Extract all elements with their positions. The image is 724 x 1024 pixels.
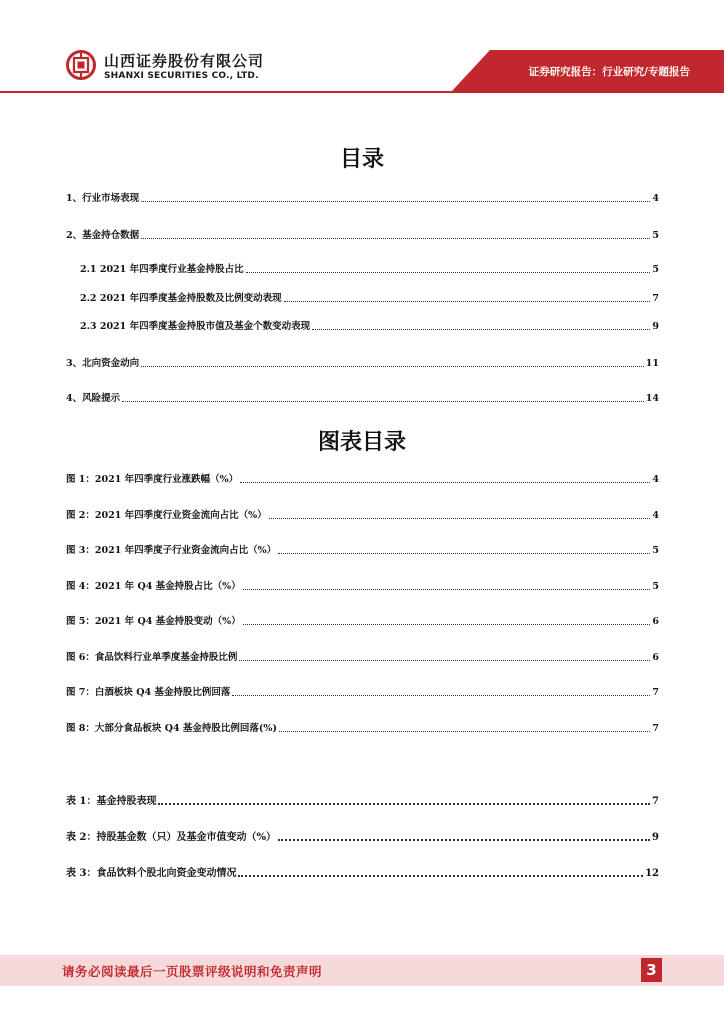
figure-entry[interactable]	[66, 683, 659, 699]
figure-entry-text: 图 1：2021 年四季度行业涨跌幅（%）	[66, 474, 239, 485]
dot-leader	[243, 588, 651, 590]
toc-entry[interactable]	[66, 389, 659, 405]
company-name	[104, 53, 264, 82]
figure-entry-text: 图 6：食品饮料行业单季度基金持股比例	[66, 652, 238, 663]
table-entry[interactable]	[66, 792, 659, 808]
company-name-en: SHANXI SECURITIES CO., LTD.	[104, 71, 259, 81]
figure-entry-text: 图 3：2021 年四季度子行业资金流向占比（%）	[66, 545, 277, 556]
figure-entry-text: 图 8：大部分食品板块 Q4 基金持股比例回落(%)	[66, 723, 277, 734]
table-entry-text: 表 2：持股基金数（只）及基金市值变动（%）	[66, 832, 276, 843]
dot-leader	[279, 730, 650, 732]
dot-leader	[243, 623, 651, 625]
figure-entry-page: 7	[652, 723, 659, 734]
header-divider	[0, 91, 724, 93]
dot-leader	[141, 237, 650, 239]
toc-entry-page: 7	[652, 293, 659, 304]
figure-entry-text: 图 7：白酒板块 Q4 基金持股比例回落	[66, 687, 231, 698]
figure-entry[interactable]	[66, 506, 659, 522]
dot-leader	[122, 400, 644, 402]
figure-entry-text: 图 5：2021 年 Q4 基金持股变动（%）	[66, 616, 241, 627]
table-entry-page: 12	[645, 868, 659, 879]
table-entry[interactable]	[66, 864, 659, 880]
toc-entry-page: 5	[652, 264, 659, 275]
figure-entry-page: 7	[652, 687, 659, 698]
figure-entry-page: 4	[652, 474, 659, 485]
page-header	[0, 0, 724, 100]
dot-leader	[312, 328, 650, 330]
figure-entry[interactable]	[66, 541, 659, 557]
dot-leader	[141, 365, 644, 367]
figure-entry[interactable]	[66, 719, 659, 735]
toc-entry-text: 2.3 2021 年四季度基金持股市值及基金个数变动表现	[80, 321, 311, 332]
report-type: 证券研究报告：行业研究/专题报告	[528, 66, 690, 78]
dot-leader	[238, 874, 643, 877]
figure-entry-page: 4	[652, 510, 659, 521]
toc-entry-text: 1、行业市场表现	[66, 193, 140, 204]
table-entry-text: 表 1：基金持股表现	[66, 796, 157, 807]
disclaimer-notice: 请务必阅读最后一页股票评级说明和免责声明	[62, 964, 323, 979]
figures-title: 图表目录	[317, 430, 406, 455]
toc-subentry[interactable]	[80, 317, 659, 333]
toc-subentry[interactable]	[80, 260, 659, 276]
toc-entry[interactable]	[66, 189, 659, 205]
dot-leader	[246, 271, 651, 273]
company-name-cn: 山西证券股份有限公司	[104, 52, 265, 70]
toc-entry-page: 14	[645, 393, 659, 404]
toc-entry-text: 3、北向资金动向	[66, 358, 140, 369]
toc-subentry[interactable]	[80, 289, 659, 305]
toc-entry-text: 2.2 2021 年四季度基金持股数及比例变动表现	[80, 293, 282, 304]
figure-entry-page: 5	[652, 545, 659, 556]
dot-leader	[239, 659, 650, 661]
figure-entry-page: 5	[652, 581, 659, 592]
toc-entry-page: 4	[652, 193, 659, 204]
figure-entry-page: 6	[652, 616, 659, 627]
toc-entry-page: 9	[652, 321, 659, 332]
dot-leader	[269, 517, 651, 519]
figure-entry-text: 图 2：2021 年四季度行业资金流向占比（%）	[66, 510, 267, 521]
figure-entry-page: 6	[652, 652, 659, 663]
toc-entry-text: 2.1 2021 年四季度行业基金持股占比	[80, 264, 244, 275]
dot-leader	[141, 200, 650, 202]
figure-entry-text: 图 4：2021 年 Q4 基金持股占比（%）	[66, 581, 241, 592]
toc-entry-page: 5	[652, 230, 659, 241]
toc-title: 目录	[339, 147, 384, 172]
dot-leader	[278, 838, 650, 841]
table-entry[interactable]	[66, 828, 659, 844]
figure-entry[interactable]	[66, 577, 659, 593]
table-entry-text: 表 3：食品饮料个股北向资金变动情况	[66, 868, 237, 879]
toc-entry[interactable]	[66, 354, 659, 370]
toc-entry[interactable]	[66, 226, 659, 242]
page-number: 3	[641, 958, 662, 982]
figure-entry[interactable]	[66, 612, 659, 628]
dot-leader	[284, 300, 651, 302]
toc-entry-page: 11	[645, 358, 659, 369]
dot-leader	[158, 802, 650, 805]
dot-leader	[232, 694, 650, 696]
dot-leader	[240, 481, 650, 483]
shanxi-securities-logo-icon	[66, 50, 96, 80]
figure-entry[interactable]	[66, 648, 659, 664]
table-entry-page: 9	[652, 832, 659, 843]
figure-entry[interactable]	[66, 470, 659, 486]
table-entry-page: 7	[652, 796, 659, 807]
toc-entry-text: 4、风险提示	[66, 393, 121, 404]
toc-entry-text: 2、基金持仓数据	[66, 230, 140, 241]
dot-leader	[278, 552, 650, 554]
